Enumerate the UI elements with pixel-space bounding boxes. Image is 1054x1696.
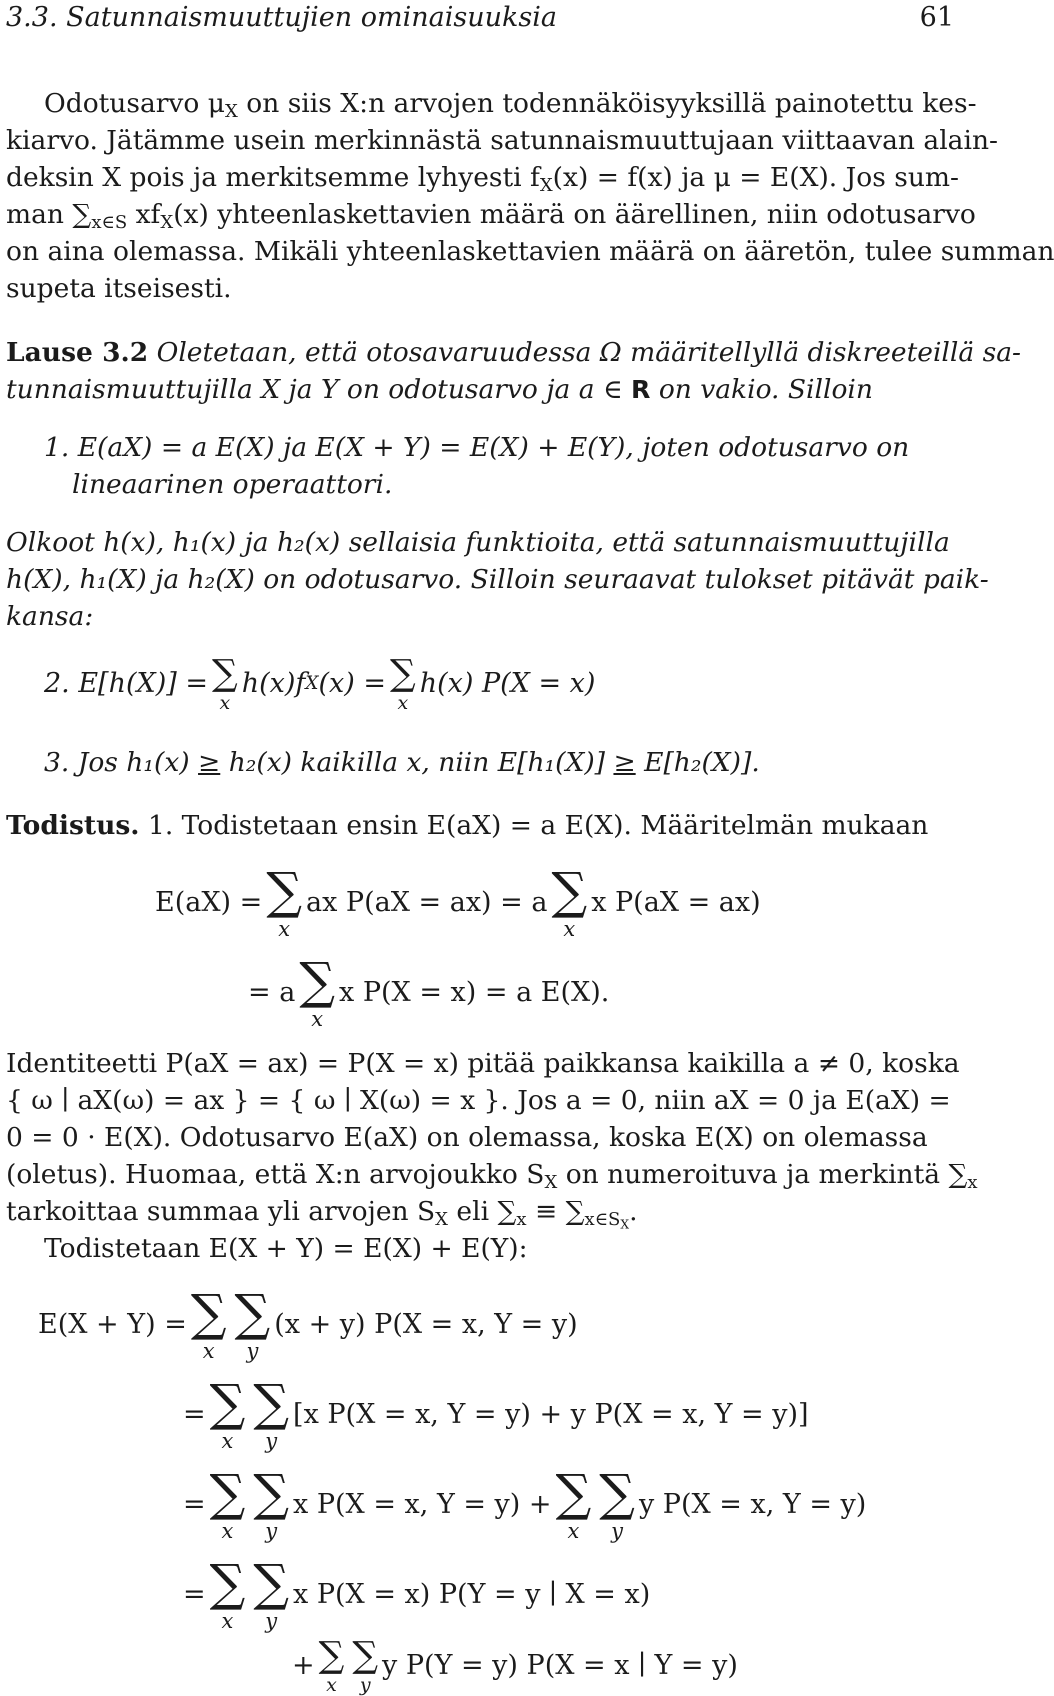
sum-operator: ∑ x	[266, 862, 303, 941]
page-number: 61	[919, 2, 954, 33]
sum-operator: ∑ y	[253, 1464, 290, 1543]
sum-operator: ∑ x	[190, 1284, 227, 1363]
proof-line: (oletus). Huomaa, että X:n arvojoukko $S_X$ on numeroituva ja merkintä $\sum_x$	[6, 1159, 978, 1194]
sum-operator: ∑ y	[253, 1554, 290, 1633]
paragraph-line: Odotusarvo $\mu_X$ on siis X:n arvojen todennäköisyyksillä painotettu kes-	[44, 88, 977, 123]
sum-operator: ∑ y	[253, 1374, 290, 1453]
equation-4: = ∑ x ∑ y [x P(X = x, Y = y) + y P(X = x, Y = y)]	[183, 1374, 809, 1453]
sum-operator: ∑ x	[209, 1554, 246, 1633]
proof-line: { ω ∣ aX(ω) = ax } = { ω ∣ X(ω) = x }. Jos a = 0, niin aX = 0 ja E(aX) =	[6, 1085, 951, 1116]
theorem-label: Lause 3.2	[6, 337, 149, 368]
sum-operator: ∑ x	[318, 1635, 345, 1696]
sum-operator: ∑ x	[212, 653, 238, 714]
equation-6: = ∑ x ∑ y x P(X = x) P(Y = y ∣ X = x)	[183, 1554, 651, 1633]
theorem-item-1: 1. E(aX) = a E(X) ja E(X + Y) = E(X) + E(Y), joten odotusarvo on	[44, 432, 910, 463]
paragraph-line: supeta itseisesti.	[6, 273, 232, 304]
proof-line: tarkoittaa summaa yli arvojen $S_X$ eli $\sum_x \equiv \sum_{x\in S_X}$.	[6, 1196, 638, 1232]
sum-operator: ∑ x	[389, 653, 416, 714]
theorem-line: kansa:	[6, 601, 94, 632]
proof-label: Todistus.	[6, 810, 140, 841]
sum-operator: ∑ x	[209, 1464, 246, 1543]
paragraph-line: on aina olemassa. Mikäli yhteenlaskettavien määrä on ääretön, tulee summan	[6, 236, 1054, 267]
sum-operator: ∑ x	[299, 952, 336, 1031]
proof-line: Identiteetti P(aX = ax) = P(X = x) pitää paikkansa kaikilla a ≠ 0, koska	[6, 1048, 960, 1079]
theorem-line: tunnaismuuttujilla X ja Y on odotusarvo ja a ∈ R on vakio. Silloin	[6, 374, 873, 405]
theorem-line: Olkoot h(x), h₁(x) ja h₂(x) sellaisia funktioita, että satunnaismuuttujilla	[6, 527, 950, 558]
paragraph-line: man $\sum_{x\in S}$ $xf_X(x)$ yhteenlaskettavien määrä on äärellinen, niin odotusarvo	[6, 199, 976, 234]
paragraph-line: deksin X pois ja merkitsemme lyhyesti $f_X(x) = f(x)$ ja μ = E(X). Jos sum-	[6, 162, 959, 197]
paragraph-line: kiarvo. Jätämme usein merkinnästä satunnaismuuttujaan viittaavan alain-	[6, 125, 998, 156]
equation-3: E(X + Y) = ∑ x ∑ y (x + y) P(X = x, Y = y)	[38, 1284, 578, 1363]
theorem-line: h(X), h₁(X) ja h₂(X) on odotusarvo. Silloin seuraavat tulokset pitävät paik-	[6, 564, 989, 595]
sum-operator: ∑ y	[599, 1464, 635, 1543]
theorem-item-3: 3. Jos h₁(x) ≥ h₂(x) kaikilla x, niin E[h₁(X)] ≥ E[h₂(X)].	[44, 747, 760, 778]
section-title: 3.3. Satunnaismuuttujien ominaisuuksia	[6, 2, 557, 33]
theorem-line: Lause 3.2 Oletetaan, että otosavaruudessa Ω määritellyllä diskreeteillä sa-	[6, 337, 1021, 368]
theorem-item-1-cont: lineaarinen operaattori.	[72, 469, 393, 500]
equation-2: = a ∑ x x P(X = x) = a E(X).	[248, 952, 610, 1031]
sum-operator: ∑ y	[234, 1284, 271, 1363]
proof-intro: Todistus. 1. Todistetaan ensin E(aX) = a E(X). Määritelmän mukaan	[6, 810, 929, 841]
proof-line: Todistetaan E(X + Y) = E(X) + E(Y):	[44, 1233, 528, 1264]
sum-operator: ∑ x	[555, 1464, 592, 1543]
sum-operator: ∑ y	[352, 1635, 379, 1696]
sum-operator: ∑ x	[209, 1374, 246, 1453]
equation-1: E(aX) = ∑ x ax P(aX = ax) = a ∑ x x P(aX = ax)	[155, 862, 761, 941]
equation-7: + ∑ x ∑ y y P(Y = y) P(X = x ∣ Y = y)	[292, 1635, 738, 1696]
sum-operator: ∑ x	[551, 862, 588, 941]
theorem-item-2: 2. E[h(X)] = ∑ x h(x)f X (x) = ∑ x h(x) P(X = x)	[44, 653, 596, 714]
equation-5: = ∑ x ∑ y x P(X = x, Y = y) + ∑ x ∑ y y P(X = x, Y = y)	[183, 1464, 867, 1543]
running-header	[6, 2, 954, 33]
proof-line: 0 = 0 · E(X). Odotusarvo E(aX) on olemassa, koska E(X) on olemassa	[6, 1122, 928, 1153]
